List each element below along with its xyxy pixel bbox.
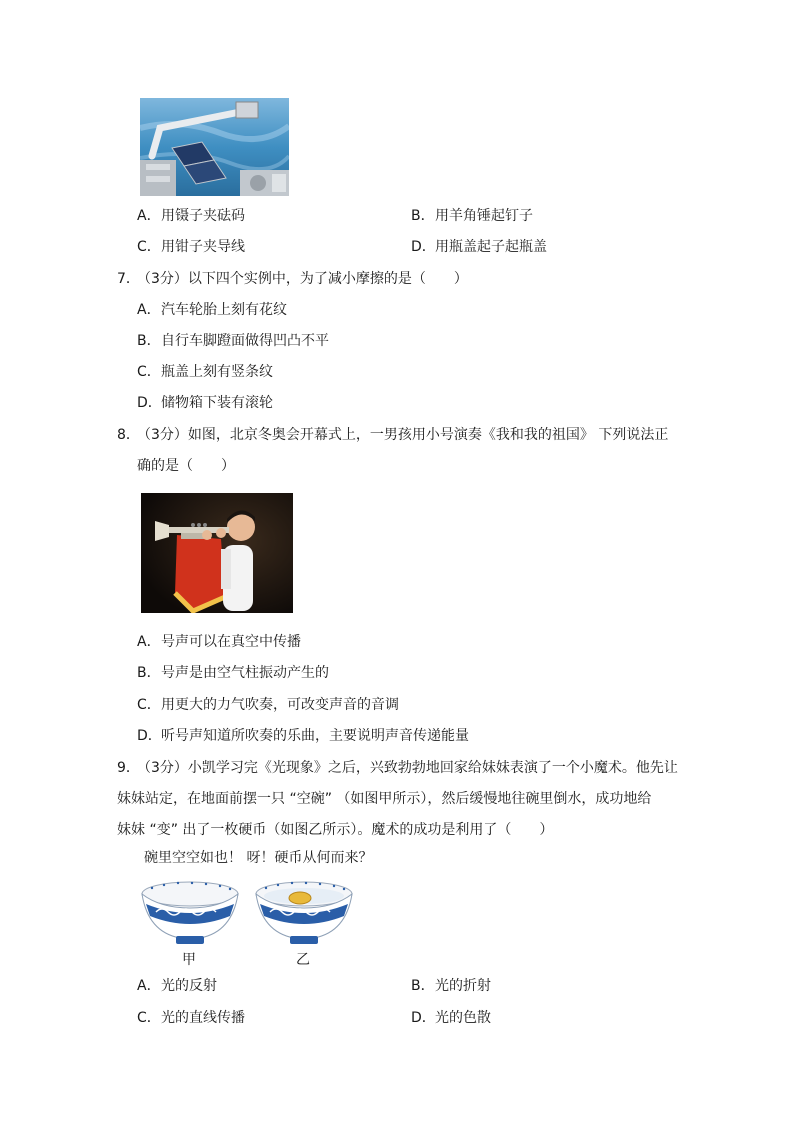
q7-option-c-text: 瓶盖上刻有竖条纹 — [161, 364, 273, 380]
robotic-arm-image — [140, 98, 289, 196]
q9-stem-line2: 妹妹站定，在地面前摆一只 “空碗” （如图甲所示），然后缓慢地往碗里倒水，成功地给 — [117, 791, 652, 807]
q8-option-c-text: 用更大的力气吹奏，可改变声音的音调 — [161, 697, 399, 713]
q7-option-a-text: 汽车轮胎上刻有花纹 — [161, 302, 287, 318]
q7-number: 7． — [117, 271, 140, 287]
q6-option-d-letter: D． — [411, 239, 436, 255]
q8-option-d-text: 听号声知道所吹奏的乐曲，主要说明声音传递能量 — [161, 728, 469, 744]
q8-option-c-letter: C． — [137, 697, 161, 713]
q9-number: 9． — [117, 760, 140, 776]
q6-option-d-text: 用瓶盖起子起瓶盖 — [435, 239, 547, 255]
bowl-jia-image — [140, 874, 240, 950]
q9-option-a-text: 光的反射 — [161, 978, 217, 994]
q9-bowl-label-yi: 乙 — [296, 952, 310, 968]
q6-option-c-text: 用钳子夹导线 — [161, 239, 245, 255]
q8-stem-line1: （3分）如图，北京冬奥会开幕式上，一男孩用小号演奏《我和我的祖国》 下列说法正 — [137, 427, 669, 443]
q7-option-b-text: 自行车脚蹬面做得凹凸不平 — [161, 333, 329, 349]
q8-option-b-letter: B． — [137, 665, 161, 681]
q9-figure-caption: 碗里空空如也！ 呀！硬币从何而来？ — [144, 850, 373, 866]
q9-bowl-label-jia: 甲 — [182, 952, 196, 968]
q7-stem: （3分）以下四个实例中，为了减小摩擦的是（ ） — [137, 271, 468, 287]
q6-option-b-text: 用羊角锤起钉子 — [435, 208, 533, 224]
q6-option-b-letter: B． — [411, 208, 435, 224]
q6-option-c-letter: C． — [137, 239, 161, 255]
q6-option-a-letter: A． — [137, 208, 161, 224]
trumpet-boy-image — [141, 493, 293, 613]
q9-option-d-text: 光的色散 — [435, 1010, 491, 1026]
q9-stem-line3: 妹妹 “变” 出了一枚硬币（如图乙所示）。魔术的成功是利用了（ ） — [117, 822, 554, 838]
q6-option-a-text: 用镊子夹砝码 — [161, 208, 245, 224]
q9-stem-line1: （3分）小凯学习完《光现象》之后，兴致勃勃地回家给妹妹表演了一个小魔术。他先让 — [137, 760, 678, 776]
q7-option-d-text: 储物箱下装有滚轮 — [161, 395, 273, 411]
q8-option-a-letter: A． — [137, 634, 161, 650]
q9-option-b-text: 光的折射 — [435, 978, 491, 994]
q9-option-c-text: 光的直线传播 — [161, 1010, 245, 1026]
q9-option-d-letter: D． — [411, 1010, 436, 1026]
q7-option-d-letter: D． — [137, 395, 162, 411]
q8-stem-line2: 确的是（ ） — [137, 458, 235, 474]
q8-option-d-letter: D． — [137, 728, 162, 744]
q8-option-b-text: 号声是由空气柱振动产生的 — [161, 665, 329, 681]
q7-option-c-letter: C． — [137, 364, 161, 380]
bowl-yi-image — [254, 874, 354, 950]
q9-option-b-letter: B． — [411, 978, 435, 994]
q9-option-a-letter: A． — [137, 978, 161, 994]
q7-option-a-letter: A． — [137, 302, 161, 318]
q8-number: 8． — [117, 427, 140, 443]
q7-option-b-letter: B． — [137, 333, 161, 349]
q9-option-c-letter: C． — [137, 1010, 161, 1026]
q8-option-a-text: 号声可以在真空中传播 — [161, 634, 301, 650]
